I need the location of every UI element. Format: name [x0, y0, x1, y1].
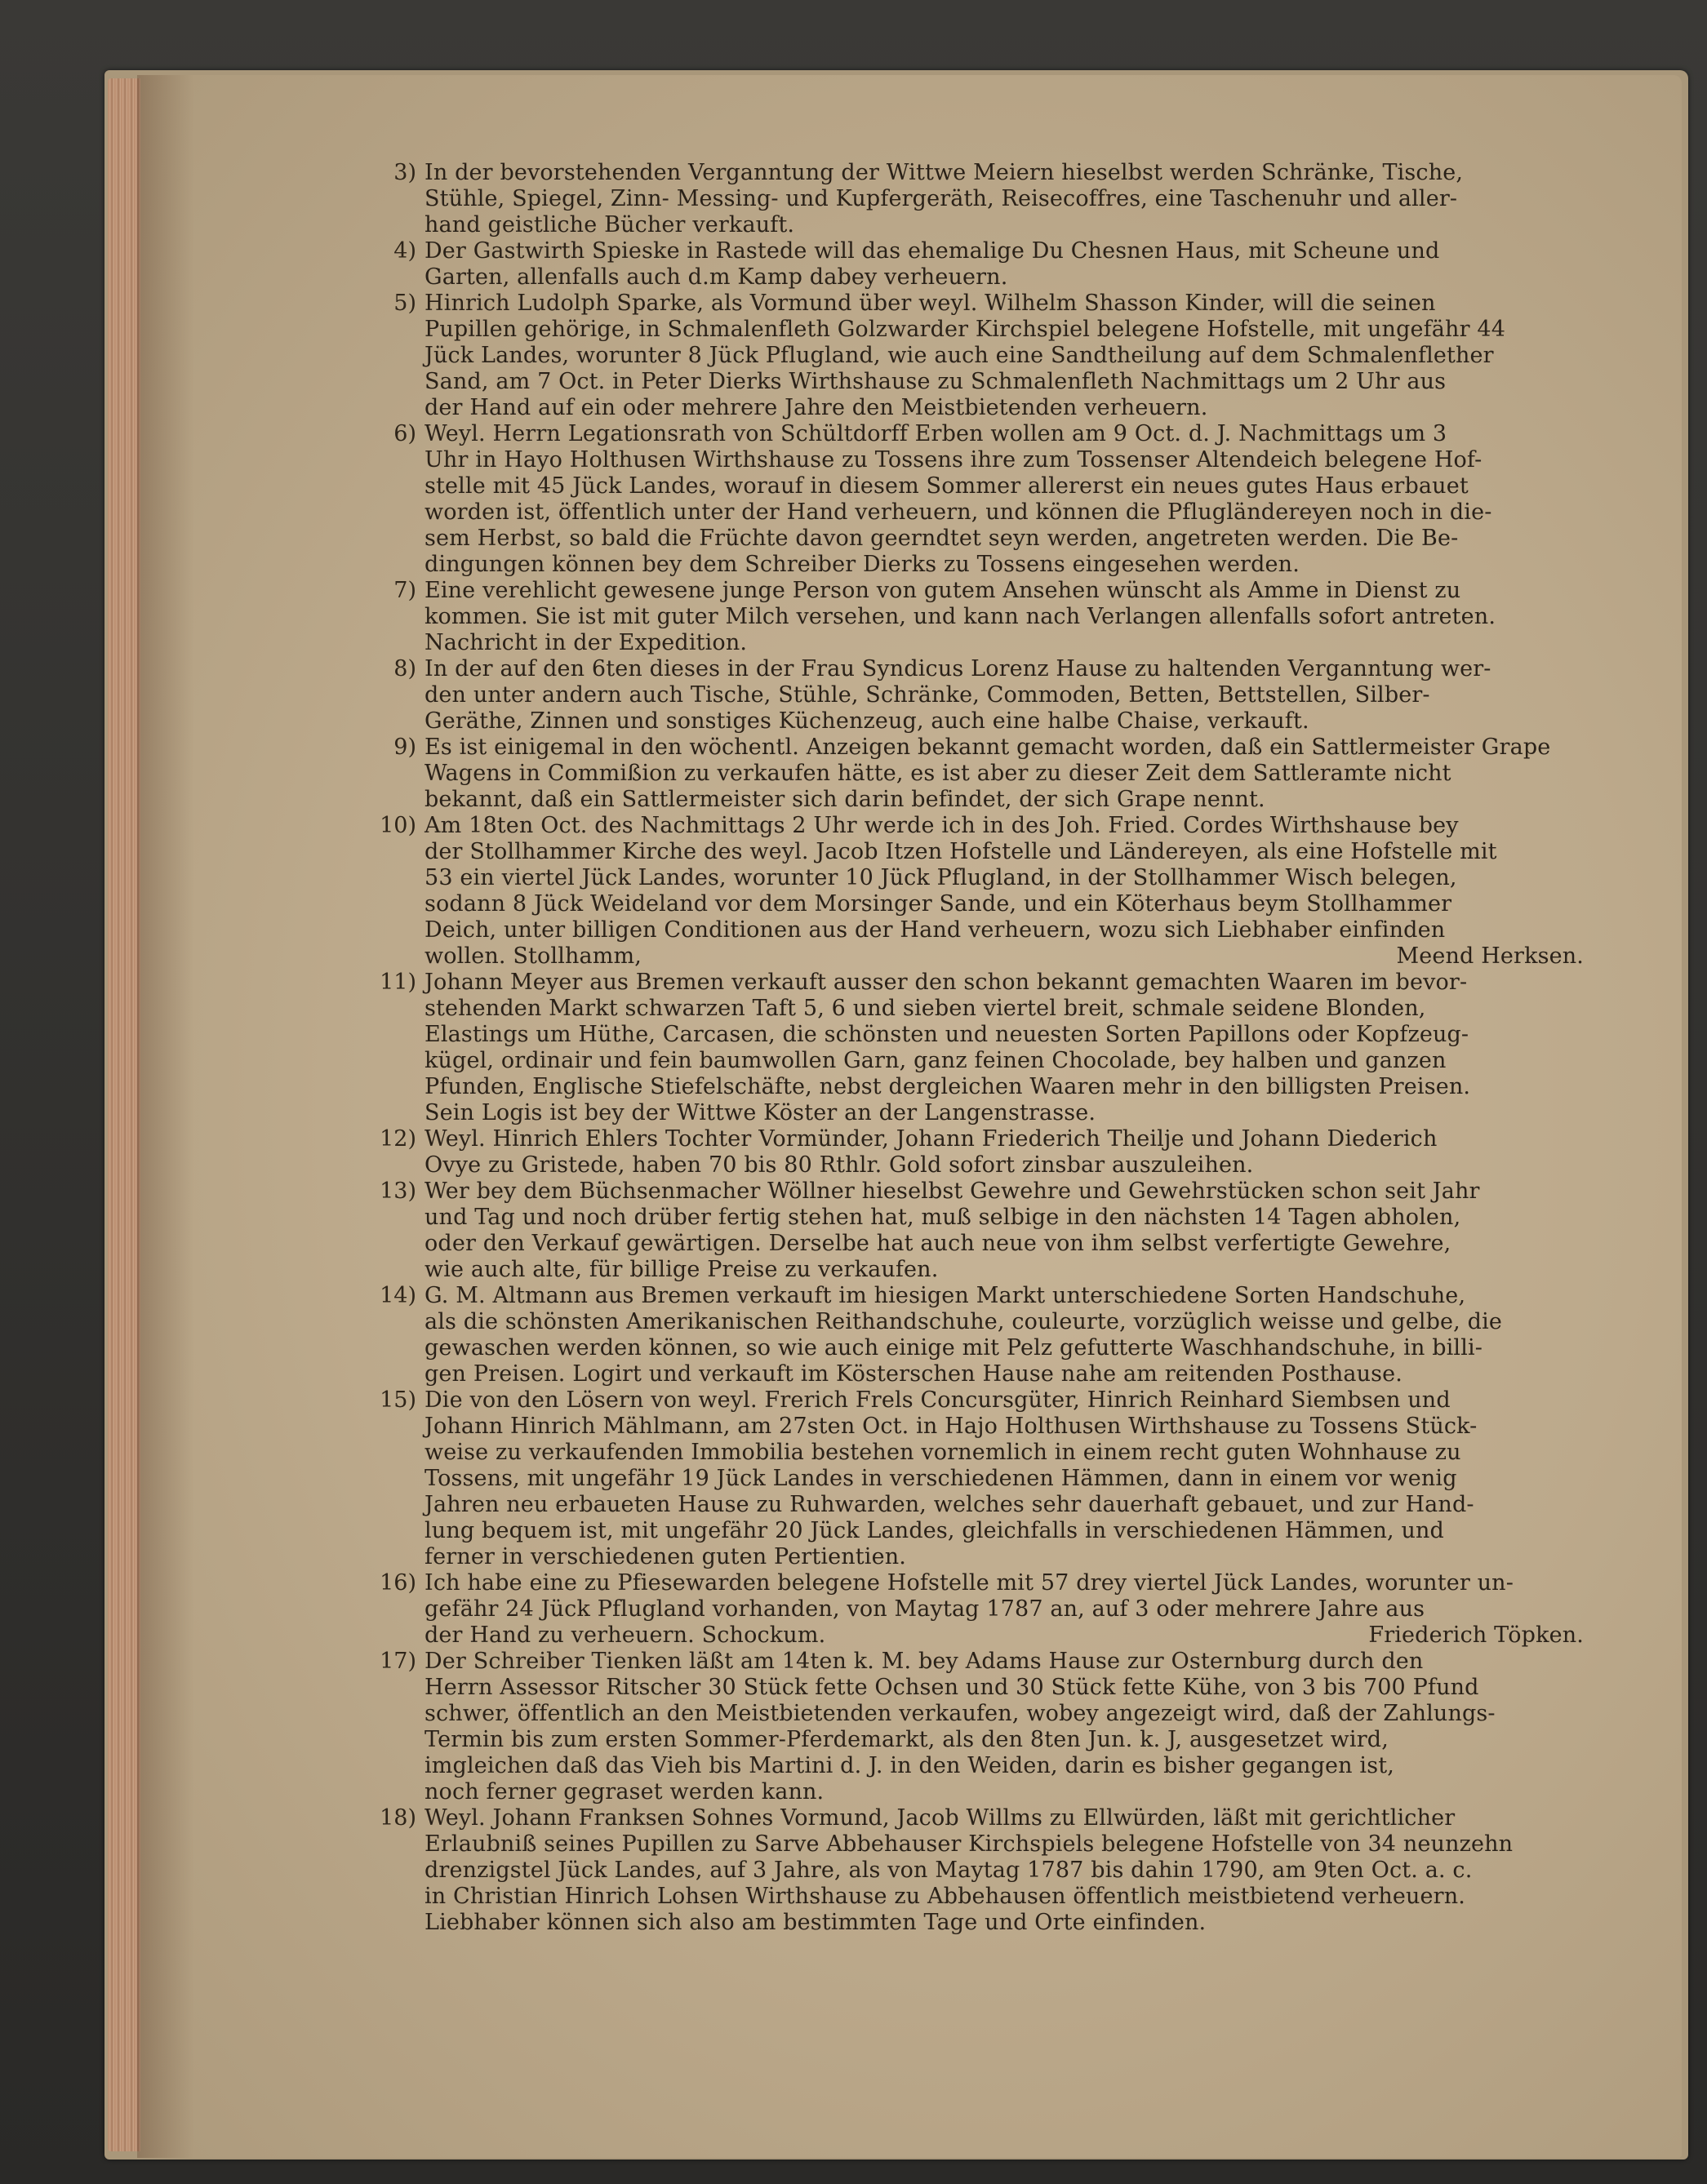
- notice-text-line: Es ist einigemal in den wöchentl. Anzeigen bekannt gemacht worden, daß ein Sattlermeister Grape: [425, 735, 1551, 760]
- notice-text-line: bekannt, daß ein Sattlermeister sich darin befindet, der sich Grape nennt.: [425, 787, 1265, 812]
- notice-text-line: Weyl. Herrn Legationsrath von Schültdorff Erben wollen am 9 Oct. d. J. Nachmittags um 3: [425, 421, 1447, 446]
- notice-text-line: lung bequem ist, mit ungefähr 20 Jück Landes, gleichfalls in verschiedenen Hämmen, und: [425, 1518, 1444, 1543]
- notice-text-line: worden ist, öffentlich unter der Hand verheuern, und können die Pflugländereyen noch in die-: [425, 499, 1492, 525]
- notice-number: 9): [393, 735, 416, 760]
- notice-number: 13): [380, 1179, 416, 1204]
- notice-text-line: den unter andern auch Tische, Stühle, Schränke, Commoden, Betten, Bettstellen, Silber-: [425, 682, 1430, 708]
- notice-text-line: Die von den Lösern von weyl. Frerich Frels Concursgüter, Hinrich Reinhard Siembsen und: [425, 1387, 1451, 1413]
- signature-place: der Hand zu verheuern. Schockum.: [425, 1622, 826, 1648]
- notice-text-line: Termin bis zum ersten Sommer-Pferdemarkt, als den 8ten Jun. k. J, ausgesetzet wird,: [425, 1727, 1389, 1752]
- notice-text-line: Deich, unter billigen Conditionen aus der Hand verheuern, wozu sich Liebhaber einfinden: [425, 917, 1446, 943]
- notice-entry: [380, 1649, 1600, 1805]
- page-stack-edge: [108, 78, 140, 2151]
- notice-number: 3): [393, 160, 416, 185]
- notice-text-line: Hinrich Ludolph Sparke, als Vormund über weyl. Wilhelm Shasson Kinder, will die seinen: [425, 291, 1436, 316]
- signature-name: Meend Herksen.: [1396, 943, 1584, 969]
- notice-text-line: Ich habe eine zu Pfiesewarden belegene Hofstelle mit 57 drey viertel Jück Landes, worunter un-: [425, 1570, 1514, 1596]
- notice-text-line: in Christian Hinrich Lohsen Wirthshause zu Abbehausen öffentlich meistbietend verheuern.: [425, 1884, 1466, 1909]
- notice-number: 4): [393, 238, 416, 264]
- notice-text-line: schwer, öffentlich an den Meistbietenden verkaufen, wobey angezeigt wird, daß der Zahlungs-: [425, 1701, 1496, 1726]
- notice-entry: [393, 735, 1600, 813]
- signature-place: wollen. Stollhamm,: [425, 943, 642, 969]
- notice-text-line: Der Gastwirth Spieske in Rastede will das ehemalige Du Chesnen Haus, mit Scheune und: [425, 238, 1440, 264]
- notice-text-line: Johann Meyer aus Bremen verkauft ausser den schon bekannt gemachten Waaren im bevor-: [425, 970, 1468, 995]
- signature-name: Friederich Töpken.: [1368, 1622, 1584, 1648]
- notice-text-line: gefähr 24 Jück Pflugland vorhanden, von Maytag 1787 an, auf 3 oder mehrere Jahre aus: [425, 1596, 1425, 1622]
- notice-text-line: ferner in verschiedenen guten Pertientien.: [425, 1544, 906, 1569]
- notice-signature-line: [425, 1622, 1600, 1649]
- notice-text-line: sodann 8 Jück Weideland vor dem Morsinger Sande, und ein Köterhaus beym Stollhammer: [425, 891, 1452, 917]
- notice-text-line: Der Schreiber Tienken läßt am 14ten k. M. bey Adams Hause zur Osternburg durch den: [425, 1649, 1424, 1674]
- notice-number: 15): [380, 1387, 416, 1413]
- notice-text-line: stehenden Markt schwarzen Taft 5, 6 und sieben viertel breit, schmale seidene Blonden,: [425, 996, 1426, 1021]
- notice-signature-line: [425, 943, 1600, 970]
- notice-text-line: und Tag und noch drüber fertig stehen hat, muß selbige in den nächsten 14 Tagen abholen,: [425, 1205, 1461, 1230]
- notice-text-line: Wagens in Commißion zu verkaufen hätte, es ist aber zu dieser Zeit dem Sattleramte nicht: [425, 761, 1451, 786]
- notice-entry: [380, 1805, 1600, 1936]
- notice-entry: [380, 1126, 1600, 1179]
- notice-text-line: Stühle, Spiegel, Zinn- Messing- und Kupfergeräth, Reisecoffres, eine Taschenuhr und aller-: [425, 186, 1458, 211]
- notice-entry: [393, 291, 1600, 421]
- notice-text-line: dingungen können bey dem Schreiber Dierks zu Tossens eingesehen werden.: [425, 552, 1300, 577]
- notice-text-line: Wer bey dem Büchsenmacher Wöllner hieselbst Gewehre und Gewehrstücken schon seit Jahr: [425, 1179, 1480, 1204]
- notice-text-line: 53 ein viertel Jück Landes, worunter 10 Jück Pflugland, in der Stollhammer Wisch belegen,: [425, 865, 1457, 890]
- notice-text-line: Jück Landes, worunter 8 Jück Pflugland, wie auch eine Sandtheilung auf dem Schmalenflether: [425, 343, 1494, 368]
- notice-text-line: Eine verehlicht gewesene junge Person von gutem Ansehen wünscht als Amme in Dienst zu: [425, 578, 1461, 603]
- notice-text-line: In der auf den 6ten dieses in der Frau Syndicus Lorenz Hause zu haltenden Verganntung wer-: [425, 656, 1491, 681]
- notice-entry: [380, 1570, 1600, 1649]
- notice-number: 17): [380, 1649, 416, 1674]
- notice-text-line: als die schönsten Amerikanischen Reithandschuhe, couleurte, vorzüglich weisse und gelbe, die: [425, 1309, 1502, 1334]
- notice-text-line: kügel, ordinair und fein baumwollen Garn, ganz feinen Chocolade, bey halben und ganzen: [425, 1048, 1447, 1073]
- notice-number: 12): [380, 1126, 416, 1152]
- notice-text-line: oder den Verkauf gewärtigen. Derselbe hat auch neue von ihm selbst verfertigte Gewehre,: [425, 1231, 1451, 1256]
- notice-entry: [393, 578, 1600, 656]
- notice-text-line: gen Preisen. Logirt und verkauft im Kösterschen Hause nahe am reitenden Posthause.: [425, 1361, 1403, 1387]
- notice-text-line: In der bevorstehenden Verganntung der Wittwe Meiern hieselbst werden Schränke, Tische,: [425, 160, 1464, 185]
- notice-entry: [380, 1283, 1600, 1387]
- notice-entry: [393, 421, 1600, 578]
- notice-text-line: drenzigstel Jück Landes, auf 3 Jahre, als von Maytag 1787 bis dahin 1790, am 9ten Oct. a. c.: [425, 1858, 1473, 1883]
- notice-text-line: noch ferner gegraset werden kann.: [425, 1779, 825, 1804]
- notice-entry: [380, 1179, 1600, 1283]
- notice-number: 7): [393, 578, 416, 603]
- notice-text-line: gewaschen werden können, so wie auch einige mit Pelz gefutterte Waschhandschuhe, in billi-: [425, 1335, 1483, 1361]
- notice-text-line: Sand, am 7 Oct. in Peter Dierks Wirthshause zu Schmalenfleth Nachmittags um 2 Uhr aus: [425, 369, 1447, 394]
- notice-text-line: Nachricht in der Expedition.: [425, 630, 748, 655]
- notice-text-line: Pfunden, Englische Stiefelschäfte, nebst dergleichen Waaren mehr in den billigsten Preisen.: [425, 1074, 1471, 1099]
- notice-text-line: G. M. Altmann aus Bremen verkauft im hiesigen Markt unterschiedene Sorten Handschuhe,: [425, 1283, 1466, 1308]
- notice-text-line: sem Herbst, so bald die Früchte davon geerndtet seyn werden, angetreten werden. Die Be-: [425, 526, 1459, 551]
- notice-text-line: Geräthe, Zinnen und sonstiges Küchenzeug, auch eine halbe Chaise, verkauft.: [425, 708, 1309, 734]
- notice-entry: [380, 1387, 1600, 1570]
- notice-number: 5): [393, 291, 416, 316]
- notice-entry: [393, 656, 1600, 735]
- notice-text-line: der Hand auf ein oder mehrere Jahre den Meistbietenden verheuern.: [425, 395, 1208, 420]
- notice-text-line: Herrn Assessor Ritscher 30 Stück fette Ochsen und 30 Stück fette Kühe, von 3 bis 700 Pfund: [425, 1675, 1479, 1700]
- notice-list: [380, 160, 1600, 1936]
- notice-text-line: Weyl. Johann Franksen Sohnes Vormund, Jacob Willms zu Ellwürden, läßt mit gerichtlicher: [425, 1805, 1456, 1831]
- gutter-shadow: [137, 75, 194, 2158]
- notice-text-line: kommen. Sie ist mit guter Milch versehen, und kann nach Verlangen allenfalls sofort antreten.: [425, 604, 1496, 629]
- notice-text-line: Sein Logis ist bey der Wittwe Köster an der Langenstrasse.: [425, 1100, 1096, 1125]
- notice-entry: [393, 238, 1600, 291]
- notice-number: 10): [380, 813, 416, 838]
- notice-text-line: Erlaubniß seines Pupillen zu Sarve Abbehauser Kirchspiels belegene Hofstelle von 34 neunzehn: [425, 1831, 1514, 1857]
- notice-number: 6): [393, 421, 416, 446]
- notice-number: 16): [380, 1570, 416, 1596]
- notice-entry: [393, 160, 1600, 238]
- notice-text-line: hand geistliche Bücher verkauft.: [425, 212, 795, 237]
- notice-number: 8): [393, 656, 416, 681]
- notice-text-line: Tossens, mit ungefähr 19 Jück Landes in verschiedenen Hämmen, dann in einem vor wenig: [425, 1466, 1457, 1491]
- notice-text-line: Johann Hinrich Mählmann, am 27sten Oct. in Hajo Holthusen Wirthshause zu Tossens Stück-: [425, 1414, 1478, 1439]
- notice-text-line: Jahren neu erbaueten Hause zu Ruhwarden, welches sehr dauerhaft gebauet, und zur Hand-: [425, 1492, 1474, 1517]
- notice-text-line: stelle mit 45 Jück Landes, worauf in diesem Sommer allererst ein neues gutes Haus erbauet: [425, 473, 1469, 499]
- notice-number: 18): [380, 1805, 416, 1831]
- notice-text-line: Garten, allenfalls auch d.m Kamp dabey verheuern.: [425, 264, 1008, 290]
- notice-text-line: wie auch alte, für billige Preise zu verkaufen.: [425, 1257, 939, 1282]
- notice-text-line: der Stollhammer Kirche des weyl. Jacob Itzen Hofstelle und Ländereyen, als eine Hofstelle mit: [425, 839, 1497, 864]
- notice-text-line: Uhr in Hayo Holthusen Wirthshause zu Tossens ihre zum Tossenser Altendeich belegene Hof-: [425, 447, 1483, 473]
- notice-text-line: Ovye zu Gristede, haben 70 bis 80 Rthlr. Gold sofort zinsbar auszuleihen.: [425, 1152, 1254, 1178]
- notice-text-line: Am 18ten Oct. des Nachmittags 2 Uhr werde ich in des Joh. Fried. Cordes Wirthshause bey: [425, 813, 1459, 838]
- notice-entry: [380, 970, 1600, 1126]
- notice-number: 11): [380, 970, 416, 995]
- notice-text-line: weise zu verkaufenden Immobilia bestehen vornemlich in einem recht guten Wohnhause zu: [425, 1440, 1461, 1465]
- notice-text-line: Elastings um Hüthe, Carcasen, die schönsten und neuesten Sorten Papillons oder Kopfzeug-: [425, 1022, 1469, 1047]
- notice-text-line: Liebhaber können sich also am bestimmten Tage und Orte einfinden.: [425, 1910, 1207, 1935]
- notice-entry: [380, 813, 1600, 970]
- notice-text-line: Weyl. Hinrich Ehlers Tochter Vormünder, Johann Friederich Theilje und Johann Diederich: [425, 1126, 1438, 1152]
- notice-text-line: Pupillen gehörige, in Schmalenfleth Golzwarder Kirchspiel belegene Hofstelle, mit ungefähr 44: [425, 317, 1506, 342]
- notice-text-line: imgleichen daß das Vieh bis Martini d. J. in den Weiden, darin es bisher gegangen ist,: [425, 1753, 1394, 1778]
- notice-number: 14): [380, 1283, 416, 1308]
